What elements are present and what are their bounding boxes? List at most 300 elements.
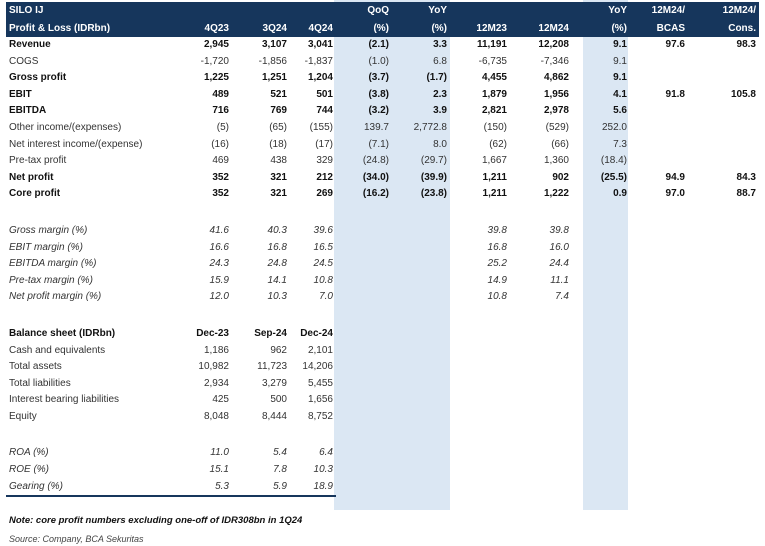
row-value: 41.6: [209, 224, 229, 236]
row-value: 7.4: [555, 291, 569, 303]
pl-row: [6, 103, 759, 120]
pl-row: [6, 37, 759, 54]
row-value: [688, 425, 759, 435]
row-value: 12M23: [476, 22, 507, 34]
row-value: 16.0: [549, 241, 569, 253]
row-value: [172, 425, 232, 435]
row-value: [688, 256, 759, 273]
row-value: [688, 273, 759, 290]
row-value: [336, 240, 392, 257]
row-value: 769: [270, 105, 287, 117]
row-value: [688, 103, 759, 120]
row-value: [392, 425, 450, 435]
row-value: (155): [309, 121, 333, 133]
row-value: [392, 273, 450, 290]
row-value: 5.4: [273, 447, 287, 459]
row-value: [450, 213, 510, 223]
row-label: Pre-tax profit: [9, 155, 67, 167]
row-value: [572, 289, 630, 306]
row-value: 24.4: [549, 258, 569, 270]
header-row: [6, 2, 759, 20]
row-value: 11,723: [257, 361, 287, 373]
row-value: 5.6: [613, 105, 627, 117]
row-value: 8,048: [203, 410, 229, 422]
row-value: (24.8): [362, 155, 389, 167]
row-label: [6, 316, 172, 326]
row-value: [510, 316, 572, 326]
row-value: [172, 2, 232, 20]
row-label: Pre-tax margin (%): [9, 274, 93, 286]
pl-row: [6, 186, 759, 203]
row-value: [510, 306, 572, 316]
row-value: 1,186: [203, 344, 229, 356]
row-value: [290, 425, 336, 435]
row-label: Interest bearing liabilities: [9, 394, 120, 406]
row-value: 321: [270, 188, 287, 200]
row-value: [336, 256, 392, 273]
row-value: [336, 213, 392, 223]
header-row: [6, 20, 759, 38]
row-value: [392, 213, 450, 223]
row-value: [290, 316, 336, 326]
row-value: 10.8: [313, 274, 333, 286]
balance-sheet-header-row: [6, 326, 759, 343]
row-value: 8.0: [433, 138, 447, 150]
row-value: -7,346: [540, 55, 569, 67]
row-value: (18): [269, 138, 287, 150]
row-value: 39.8: [549, 224, 569, 236]
margin-row: [6, 256, 759, 273]
row-label: EBITDA margin (%): [9, 258, 97, 270]
row-value: [232, 203, 290, 213]
row-value: [232, 213, 290, 223]
row-value: [336, 425, 392, 435]
row-value: 9.1: [613, 55, 627, 67]
row-value: 40.3: [267, 224, 287, 236]
spacer-row: [6, 435, 759, 445]
row-value: 1,222: [543, 188, 569, 200]
row-value: 39.6: [313, 224, 333, 236]
source-line: Source: Company, BCA Sekuritas: [9, 534, 144, 544]
row-label: EBIT margin (%): [9, 241, 83, 253]
row-value: 12M24: [538, 22, 569, 34]
row-label: COGS: [9, 55, 39, 67]
row-value: [232, 425, 290, 435]
row-value: -1,856: [258, 55, 287, 67]
row-label: [6, 425, 172, 435]
row-value: [688, 54, 759, 71]
pl-row: [6, 54, 759, 71]
profit-loss-table: [6, 2, 759, 497]
row-value: [688, 240, 759, 257]
row-value: [450, 306, 510, 316]
row-label: Cash and equivalents: [9, 344, 106, 356]
row-value: 212: [316, 171, 333, 183]
row-value: 4,862: [543, 72, 569, 84]
row-value: [630, 203, 688, 213]
row-value: [450, 435, 510, 445]
row-value: 425: [212, 394, 229, 406]
row-value: BCAS: [656, 22, 685, 34]
row-value: (3.2): [368, 105, 389, 117]
row-value: 4Q23: [204, 22, 229, 34]
row-value: 16.6: [209, 241, 229, 253]
row-value: 97.6: [665, 39, 685, 50]
row-value: [510, 425, 572, 435]
row-value: [290, 306, 336, 316]
row-value: 489: [212, 88, 229, 100]
row-value: [392, 316, 450, 326]
row-value: 94.9: [665, 171, 685, 183]
row-value: 10.3: [267, 291, 287, 303]
row-value: 1,956: [543, 88, 569, 100]
row-value: 3.3: [433, 39, 447, 50]
row-value: (7.1): [368, 138, 389, 150]
row-label: ROE (%): [9, 464, 49, 476]
row-value: 2,945: [203, 39, 229, 50]
row-value: 2,821: [481, 105, 507, 117]
row-value: (34.0): [362, 171, 389, 183]
row-value: 3,107: [261, 39, 287, 50]
pl-row: [6, 70, 759, 87]
row-value: (29.7): [420, 155, 447, 167]
row-value: [688, 289, 759, 306]
row-value: [232, 435, 290, 445]
row-value: [172, 316, 232, 326]
row-value: 98.3: [736, 39, 756, 50]
row-value: 1,211: [482, 188, 507, 200]
ratio-row: [6, 445, 759, 462]
row-value: 84.3: [736, 171, 756, 183]
row-value: [172, 213, 232, 223]
row-value: 105.8: [730, 88, 756, 100]
pl-row: [6, 87, 759, 104]
row-value: [630, 153, 688, 170]
row-value: [392, 435, 450, 445]
row-value: 11,191: [476, 39, 507, 50]
row-value: 1,204: [307, 72, 333, 84]
row-value: [630, 120, 688, 137]
balance-sheet-row: [6, 343, 759, 360]
row-value: 352: [212, 188, 229, 200]
row-value: [630, 425, 688, 435]
pl-row: [6, 170, 759, 187]
spacer-row: [6, 316, 759, 326]
row-value: [572, 435, 630, 445]
row-value: (16.2): [362, 188, 389, 200]
row-value: 88.7: [736, 188, 756, 200]
row-value: 6.4: [319, 447, 333, 459]
row-value: 3,279: [261, 377, 287, 389]
row-value: (3.8): [368, 88, 389, 100]
row-value: [336, 316, 392, 326]
row-value: 9.1: [613, 72, 627, 84]
spacer-row: [6, 306, 759, 316]
pl-row: [6, 137, 759, 154]
row-value: (2.1): [368, 39, 389, 50]
row-value: -6,735: [478, 55, 507, 67]
row-label: [6, 213, 172, 223]
row-value: YoY: [428, 5, 447, 16]
row-value: [688, 435, 759, 445]
row-value: [232, 316, 290, 326]
row-value: 24.8: [267, 258, 287, 270]
row-label: [6, 435, 172, 445]
row-value: [630, 223, 688, 240]
row-value: 1,225: [203, 72, 229, 84]
row-value: [572, 203, 630, 213]
margin-row: [6, 240, 759, 257]
row-value: 24.3: [209, 258, 229, 270]
row-value: [688, 70, 759, 87]
row-value: 321: [270, 171, 287, 183]
row-value: 7.0: [319, 291, 333, 303]
row-value: 9.1: [613, 39, 627, 50]
row-label: Gearing (%): [6, 479, 172, 497]
margin-row: [6, 223, 759, 240]
row-value: (39.9): [420, 171, 447, 183]
spacer-row: [6, 425, 759, 435]
row-value: 14.9: [487, 274, 507, 286]
row-value: 7.3: [613, 138, 627, 150]
row-value: [688, 203, 759, 213]
row-value: (23.8): [420, 188, 447, 200]
row-value: [336, 306, 392, 316]
row-value: 5,455: [307, 377, 333, 389]
row-value: 7.8: [273, 464, 287, 476]
row-value: 252.0: [601, 121, 627, 133]
row-label: [6, 306, 172, 316]
row-label: Gross profit: [9, 72, 67, 84]
row-value: 15.1: [209, 464, 229, 476]
row-label: SILO IJ: [9, 5, 44, 16]
row-value: 3,041: [307, 39, 333, 50]
row-value: (66): [551, 138, 569, 150]
row-value: (1.7): [426, 72, 447, 84]
row-value: [232, 2, 290, 20]
row-label: Profit & Loss (IDRbn): [9, 22, 111, 34]
row-value: 18.9: [290, 479, 336, 497]
row-value: 2,978: [543, 105, 569, 117]
row-value: 10,982: [198, 361, 229, 373]
row-value: (1.0): [368, 55, 389, 67]
row-value: [572, 316, 630, 326]
row-value: [688, 223, 759, 240]
row-value: 12M24/: [651, 5, 685, 16]
row-value: 12.0: [209, 291, 229, 303]
row-value: [572, 223, 630, 240]
row-value: 16.8: [487, 241, 507, 253]
row-value: 91.8: [665, 88, 685, 100]
row-label: EBIT: [9, 88, 32, 100]
row-value: [630, 435, 688, 445]
row-value: [392, 306, 450, 316]
row-value: [688, 153, 759, 170]
ratio-row: [6, 479, 759, 497]
row-label: Gross margin (%): [9, 224, 88, 236]
row-value: 501: [316, 88, 333, 100]
row-value: 10.3: [313, 464, 333, 476]
row-value: [290, 2, 336, 20]
row-value: 12,208: [538, 39, 569, 50]
row-value: 2.3: [433, 88, 447, 100]
row-value: 269: [316, 188, 333, 200]
row-value: -1,837: [304, 55, 333, 67]
row-label: Total liabilities: [9, 377, 71, 389]
row-value: [630, 273, 688, 290]
row-value: 11.1: [550, 274, 569, 286]
row-value: 4Q24: [308, 22, 333, 34]
row-value: (529): [545, 121, 569, 133]
row-label: EBITDA: [9, 105, 47, 117]
row-value: [572, 240, 630, 257]
row-value: Cons.: [728, 22, 756, 34]
row-value: Sep-24: [254, 327, 287, 339]
footnote: Note: core profit numbers excluding one-off of IDR308bn in 1Q24: [9, 515, 303, 526]
row-value: (150): [483, 121, 507, 133]
row-value: [630, 137, 688, 154]
row-value: [392, 240, 450, 257]
row-value: 2,934: [203, 377, 229, 389]
row-value: (%): [431, 22, 447, 34]
row-value: [510, 213, 572, 223]
row-value: [510, 2, 572, 20]
table-body: [6, 2, 759, 496]
spacer-row: [6, 203, 759, 213]
row-value: 962: [270, 344, 287, 356]
row-value: 1,211: [482, 171, 507, 183]
pl-row: [6, 120, 759, 137]
row-value: (65): [269, 121, 287, 133]
balance-sheet-row: [6, 359, 759, 376]
row-value: 1,251: [261, 72, 287, 84]
row-value: 438: [270, 155, 287, 167]
row-value: [630, 256, 688, 273]
row-value: [688, 137, 759, 154]
row-value: 8,444: [261, 410, 287, 422]
row-value: 14.1: [267, 274, 287, 286]
row-value: 716: [212, 105, 229, 117]
row-value: [392, 223, 450, 240]
row-value: 10.8: [487, 291, 507, 303]
row-value: (3.7): [368, 72, 389, 84]
row-value: 2,101: [307, 344, 333, 356]
row-value: [232, 306, 290, 316]
row-value: [336, 203, 392, 213]
row-value: [572, 256, 630, 273]
row-value: 16.5: [313, 241, 333, 253]
row-value: [336, 223, 392, 240]
row-value: 4,455: [481, 72, 507, 84]
row-value: [630, 213, 688, 223]
row-value: [336, 273, 392, 290]
row-value: 8,752: [307, 410, 333, 422]
row-value: [510, 435, 572, 445]
row-label: ROA (%): [9, 447, 49, 459]
row-value: 16.8: [267, 241, 287, 253]
row-value: 97.0: [665, 188, 685, 200]
row-value: [290, 435, 336, 445]
row-value: Dec-23: [196, 327, 229, 339]
row-value: Dec-24: [300, 327, 333, 339]
row-value: [172, 203, 232, 213]
row-value: (17): [315, 138, 333, 150]
margin-row: [6, 289, 759, 306]
row-label: Equity: [9, 410, 37, 422]
row-value: 329: [316, 155, 333, 167]
row-label: Net profit: [9, 171, 54, 183]
balance-sheet-row: [6, 392, 759, 409]
ratio-row: [6, 462, 759, 479]
row-value: 11.0: [210, 447, 229, 459]
row-value: 15.9: [209, 274, 229, 286]
row-value: [510, 203, 572, 213]
row-label: Core profit: [9, 188, 61, 200]
row-value: [450, 2, 510, 20]
row-value: 352: [212, 171, 229, 183]
row-value: 24.5: [313, 258, 333, 270]
row-label: Other income/(expenses): [9, 121, 122, 133]
row-value: 4.1: [613, 88, 627, 100]
row-value: 500: [270, 394, 287, 406]
spacer-row: [6, 213, 759, 223]
row-value: 469: [212, 155, 229, 167]
row-value: [572, 306, 630, 316]
row-value: [630, 306, 688, 316]
row-value: 744: [316, 105, 333, 117]
row-label: Net interest income/(expense): [9, 138, 143, 150]
row-value: -1,720: [200, 55, 229, 67]
row-value: [450, 316, 510, 326]
row-value: 1,667: [481, 155, 507, 167]
row-label: Balance sheet (IDRbn): [9, 327, 116, 339]
row-value: (16): [211, 138, 229, 150]
row-value: [172, 435, 232, 445]
margin-row: [6, 273, 759, 290]
row-value: [392, 289, 450, 306]
row-value: QoQ: [367, 5, 389, 16]
row-value: [688, 306, 759, 316]
row-value: [572, 213, 630, 223]
row-value: [630, 240, 688, 257]
row-value: [630, 103, 688, 120]
row-value: (25.5): [600, 171, 627, 183]
row-value: [172, 306, 232, 316]
row-value: 3.9: [433, 105, 447, 117]
row-value: 25.2: [487, 258, 507, 270]
row-value: [392, 256, 450, 273]
row-value: (%): [611, 22, 627, 34]
row-value: 902: [552, 171, 569, 183]
row-value: [450, 203, 510, 213]
row-value: [336, 289, 392, 306]
row-label: [6, 203, 172, 213]
row-value: YoY: [608, 5, 627, 16]
row-value: 14,206: [302, 361, 333, 373]
row-label: Total assets: [9, 361, 62, 373]
row-value: (%): [373, 22, 389, 34]
row-value: 5.3: [172, 479, 232, 497]
row-value: 1,879: [481, 88, 507, 100]
row-value: [572, 425, 630, 435]
row-value: 521: [270, 88, 287, 100]
balance-sheet-row: [6, 376, 759, 393]
row-value: [688, 316, 759, 326]
row-value: 139.7: [363, 121, 389, 133]
row-value: (5): [216, 121, 229, 133]
row-value: (18.4): [600, 155, 627, 167]
row-value: [630, 54, 688, 71]
